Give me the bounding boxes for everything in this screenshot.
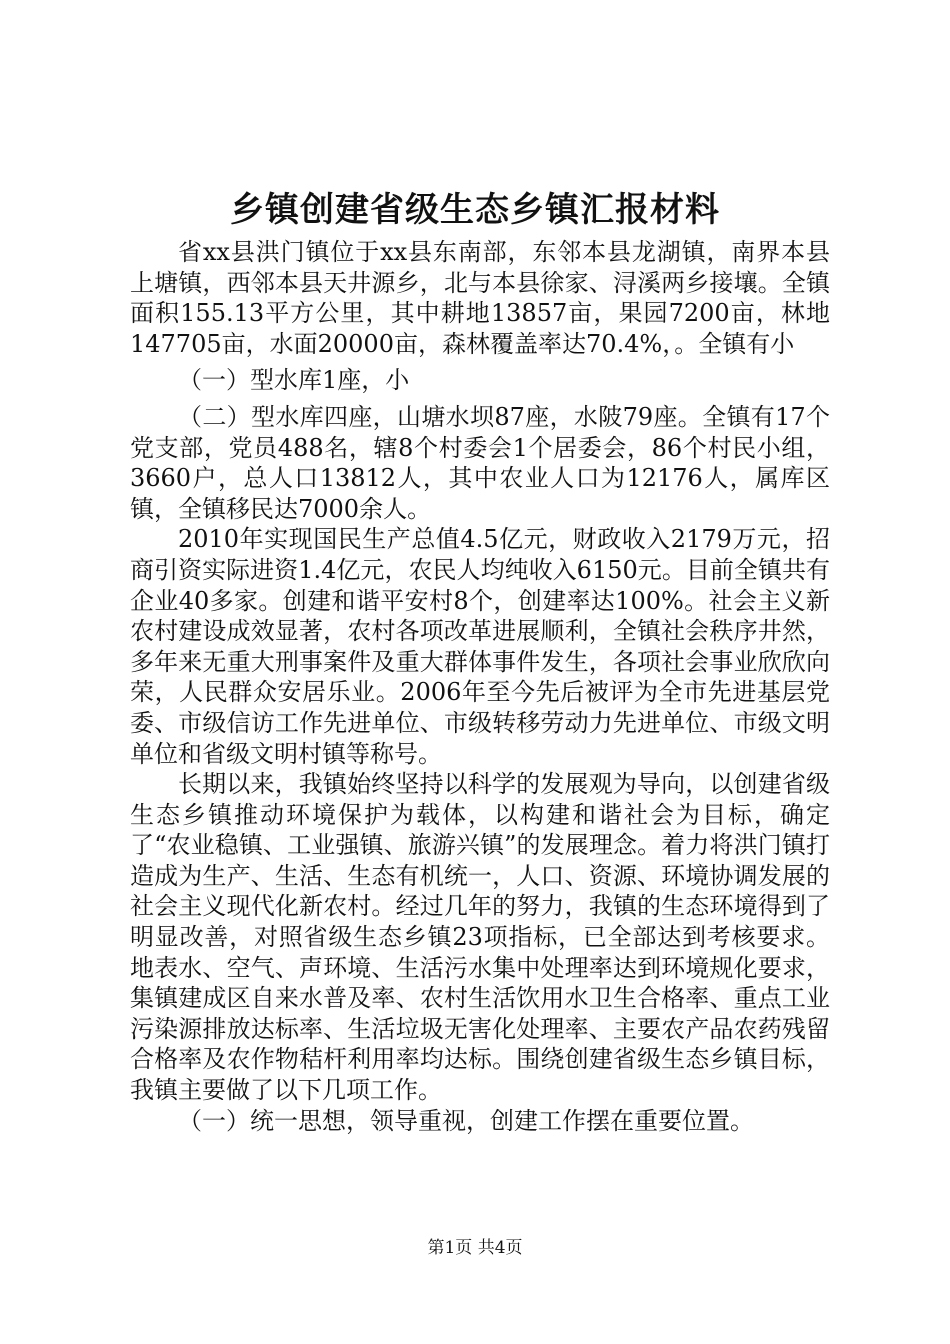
paragraph: （二）型水库四座，山塘水坝87座，水陂79座。全镇有17个党支部，党员488名，辖8个村委会1个居委会，86个村民小组，3660户，总人口13812人，其中农业人口为12176人，属库区镇，全镇移民达7000余人。 (130, 402, 830, 523)
document-body (130, 237, 830, 1136)
paragraph: 长期以来，我镇始终坚持以科学的发展观为导向，以创建省级生态乡镇推动环境保护为载体，以构建和谐社会为目标，确定了“农业稳镇、工业强镇、旅游兴镇”的发展理念。着力将洪门镇打造成为生产、生活、生态有机统一，人口、资源、环境协调发展的社会主义现代化新农村。经过几年的努力，我镇的生态环境得到了明显改善，对照省级生态乡镇23项指标，已全部达到考核要求。地表水、空气、声环境、生活污水集中处理率达到环境规化要求，集镇建成区自来水普及率、农村生活饮用水卫生合格率、重点工业污染源排放达标率、生活垃圾无害化处理率、主要农产品农药残留合格率及农作物秸杆利用率均达标。围绕创建省级生态乡镇目标，我镇主要做了以下几项工作。 (130, 770, 830, 1105)
document-title: 乡镇创建省级生态乡镇汇报材料 (230, 190, 720, 230)
paragraph: （一）统一思想，领导重视，创建工作摆在重要位置。 (178, 1106, 754, 1135)
page-footer: 第1页 共4页 (427, 1238, 523, 1258)
paragraph: 省xx县洪门镇位于xx县东南部，东邻本县龙湖镇，南界本县上塘镇，西邻本县天井源乡，北与本县徐家、浔溪两乡接壤。全镇面积155.13平方公里，其中耕地13857亩，果园7200亩，林地147705亩，水面20000亩，森林覆盖率达70.4%，。全镇有小 (130, 238, 830, 358)
paragraph: 2010年实现国民生产总值4.5亿元，财政收入2179万元，招商引资实际进资1.4亿元，农民人均纯收入6150元。目前全镇共有企业40多家。创建和谐平安村8个，创建率达100%。社会主义新农村建设成效显著，农村各项改革进展顺利，全镇社会秩序井然，多年来无重大刑事案件及重大群体事件发生，各项社会事业欣欣向荣，人民群众安居乐业。2006年至今先后被评为全市先进基层党委、市级信访工作先进单位、市级转移劳动力先进单位、市级文明单位和省级文明村镇等称号。 (130, 525, 830, 768)
paragraph: （一）型水库1座，小 (178, 366, 410, 395)
